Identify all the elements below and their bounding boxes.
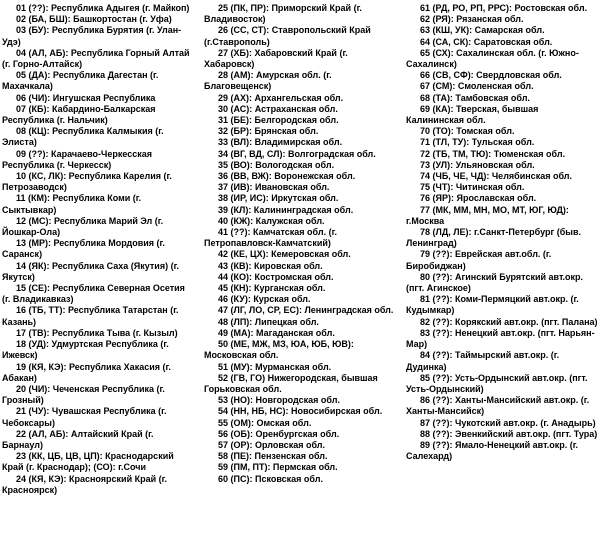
region-entry: 75 (ЧТ): Читинская обл. xyxy=(420,182,525,193)
region-entry: 35 (ВО): Вологодская обл. xyxy=(218,159,335,170)
region-entry: 18 (УД): Удмуртская Республика (г. Ижевск) xyxy=(2,339,169,361)
region-entry: 20 (ЧИ): Чеченская Республика (г. Грозный) xyxy=(2,383,165,406)
region-entry: 61 (РД, РО, РП, РРС): Ростовская обл. xyxy=(420,3,588,13)
region-entry: 04 (АЛ, АБ): Республика Горный Алтай (г. Горно-Алтайск) xyxy=(2,47,190,70)
region-entry: 59 (ПМ, ПТ): Пермская обл. xyxy=(218,462,338,473)
region-entry: 03 (БУ): Республика Бурятия (г. Улан-Удэ) xyxy=(2,25,182,47)
region-entry: 42 (КЕ, ЦХ): Кемеровская обл. xyxy=(218,249,351,260)
region-entry: 07 (КБ): Кабардино-Балкарская Республика (г. Нальчик) xyxy=(2,103,156,126)
region-entry: 73 (УЛ): Ульяновская обл. xyxy=(420,159,535,170)
region-entry: 30 (АС): Астраханская обл. xyxy=(218,103,338,114)
region-entry: 28 (АМ): Амурская обл. (г. Благовещенск) xyxy=(204,70,332,92)
region-entry: 22 (АЛ, АБ): Алтайский Край (г. Барнаул) xyxy=(2,428,154,450)
region-entry: 83 (??): Ненецкий авт.окр. (пгт. Нарьян-Мар) xyxy=(406,327,595,350)
region-entry: 44 (КО): Костромская обл. xyxy=(218,271,334,282)
region-entry: 24 (КЯ, КЭ): Красноярский Край (г. Красноярск) xyxy=(2,473,167,495)
region-entry: 08 (КЦ): Республика Калмыкия (г. Элиста) xyxy=(2,126,164,148)
region-entry: 54 (НН, НБ, НС): Новосибирская обл. xyxy=(218,406,383,417)
region-entry: 25 (ПК, ПР): Приморский Край (г. Владивосток) xyxy=(204,3,362,25)
region-entry: 78 (ЛД, ЛЕ): г.Санкт-Петербург (быв. Ленинград) xyxy=(406,227,581,249)
region-entry: 27 (ХБ): Хабаровский Край (г. Хабаровск) xyxy=(204,47,348,70)
region-entry: 81 (??): Коми-Пермяцкий авт.окр. (г. Кудымкар) xyxy=(406,294,579,316)
region-entry: 60 (ПС): Псковская обл. xyxy=(218,473,323,484)
column-2 xyxy=(204,3,406,559)
region-entry: 63 (КШ, УК): Самарская обл. xyxy=(420,25,545,36)
region-entry: 65 (СХ): Сахалинская обл. (г. Южно-Сахалинск) xyxy=(406,47,579,70)
column-3 xyxy=(406,3,608,559)
region-entry: 01 (??): Республика Адыгея (г. Майкоп) xyxy=(16,3,190,13)
region-entry: 38 (ИР, ИС): Иркутская обл. xyxy=(218,193,339,204)
region-entry: 80 (??): Агинский Бурятский авт.окр. (пгт. Агинское) xyxy=(406,271,584,294)
region-entry: 55 (ОМ): Омская обл. xyxy=(218,417,312,428)
region-entry: 58 (ПЕ): Пензенская обл. xyxy=(218,451,328,462)
region-entry: 17 (ТВ): Республика Тыва (г. Кызыл) xyxy=(16,327,178,338)
region-entry: 64 (СА, СК): Саратовская обл. xyxy=(420,36,553,47)
region-entry: 51 (МУ): Мурманская обл. xyxy=(218,361,332,372)
region-entry: 49 (МА): Магаданская обл. xyxy=(218,327,335,338)
region-entry: 41 (??): Камчатская обл. (г. Петропавловск-Камчатский) xyxy=(204,227,337,249)
region-entry: 52 (ГВ, ГО) Нижегородская, бывшая Горьковская обл. xyxy=(204,372,378,394)
region-entry: 67 (СМ): Смоленская обл. xyxy=(420,81,534,92)
region-entry: 77 (МК, ММ, МН, МО, МТ, ЮГ, ЮД): г.Москва xyxy=(406,204,569,226)
region-entry: 82 (??): Корякский авт.окр. (пгт. Палана) xyxy=(420,316,598,327)
region-entry: 48 (ЛП): Липецкая обл. xyxy=(218,316,319,327)
region-entry: 87 (??): Чукотский авт.окр. (г. Анадырь) xyxy=(420,417,596,428)
region-entry: 76 (ЯР): Ярославская обл. xyxy=(420,193,537,204)
region-entry: 29 (АХ): Архангельская обл. xyxy=(218,92,344,103)
region-entry: 15 (СЕ): Республика Северная Осетия (г. Владикавказ) xyxy=(2,283,185,305)
region-entry: 05 (ДА): Республика Дагестан (г. Махачкала) xyxy=(2,70,159,92)
region-entry: 79 (??): Еврейская авт.обл. (г. Биробиджан) xyxy=(406,249,552,271)
region-entry: 46 (КУ): Курская обл. xyxy=(218,294,311,305)
region-entry: 50 (МЕ, МЖ, МЗ, ЮА, ЮБ, ЮВ): Московская обл. xyxy=(204,339,354,361)
region-entry: 70 (ТО): Томская обл. xyxy=(420,126,515,137)
region-entry: 39 (КЛ): Калининградская обл. xyxy=(218,204,354,215)
region-entry: 26 (СС, СТ): Ставропольский Край (г.Ставрополь) xyxy=(204,25,371,47)
region-code-list xyxy=(2,3,606,559)
region-entry: 71 (ТЛ, ТУ): Тульская обл. xyxy=(420,137,535,148)
region-entry: 02 (БА, БШ): Башкортостан (г. Уфа) xyxy=(16,14,172,25)
region-entry: 43 (КВ): Кировская обл. xyxy=(218,260,323,271)
region-entry: 47 (ЛГ, ЛО, СР, ЕС): Ленинградская обл. xyxy=(218,305,394,316)
region-entry: 69 (КА): Тверская, бывшая Калининская обл. xyxy=(406,103,539,126)
region-entry: 21 (ЧУ): Чувашская Республика (г. Чебоксары) xyxy=(2,406,167,428)
region-entry: 68 (ТА): Тамбовская обл. xyxy=(420,92,530,103)
region-entry: 84 (??): Таймырский авт.окр. (г. Дудинка) xyxy=(406,350,560,372)
region-entry: 72 (ТБ, ТМ, ТЮ): Тюменская обл. xyxy=(420,148,566,159)
region-entry: 33 (ВЛ): Владимирская обл. xyxy=(218,137,343,148)
region-entry: 66 (СВ, СФ): Свердловская обл. xyxy=(420,70,562,81)
region-entry: 37 (ИВ): Ивановская обл. xyxy=(218,182,330,193)
region-entry: 85 (??): Усть-Ордынский авт.окр. (пгт. Усть-Ордынский) xyxy=(406,372,588,394)
region-entry: 31 (БЕ): Белгородская обл. xyxy=(218,115,339,126)
region-entry: 36 (ВВ, ВЖ): Воронежская обл. xyxy=(218,171,356,182)
region-entry: 74 (ЧБ, ЧЕ, ЧД): Челябинская обл. xyxy=(420,171,573,182)
region-entry: 57 (ОР): Орловская обл. xyxy=(218,439,326,450)
region-entry: 88 (??): Эвенкийский авт.окр. (пгт. Тура) xyxy=(420,428,598,439)
region-entry: 09 (??): Карачаево-Черкесская Республика (г. Черкесск) xyxy=(2,148,153,170)
region-entry: 45 (КН): Курганская обл. xyxy=(218,283,326,294)
region-entry: 53 (НО): Новгородская обл. xyxy=(218,395,340,406)
region-entry: 56 (ОБ): Оренбургская обл. xyxy=(218,428,340,439)
region-entry: 32 (БР): Брянская обл. xyxy=(218,126,319,137)
region-entry: 11 (КМ): Республика Коми (г. Сыктывкар) xyxy=(2,193,142,215)
region-entry: 89 (??): Ямало-Ненецкий авт.окр. (г. Салехард) xyxy=(406,439,579,462)
region-entry: 06 (ЧИ): Ингушская Республика xyxy=(16,92,156,103)
region-entry: 62 (РЯ): Рязанская обл. xyxy=(420,14,524,25)
region-entry: 16 (ТБ, ТТ): Республика Татарстан (г. Казань) xyxy=(2,305,179,327)
region-entry: 86 (??): Ханты-Мансийский авт.окр. (г. Ханты-Мансийск) xyxy=(406,395,590,417)
region-entry: 40 (КЖ): Калужская обл. xyxy=(218,215,325,226)
region-entry: 12 (МС): Республика Марий Эл (г. Йошкар-Ола) xyxy=(2,215,164,238)
region-entry: 14 (ЯК): Республика Саха (Якутия) (г. Якутск) xyxy=(2,260,179,282)
region-entry: 23 (КК, ЦБ, ЦВ, ЦП): Краснодарский Край (г. Краснодар); (СО): г.Сочи xyxy=(2,451,174,473)
column-1 xyxy=(2,3,204,559)
region-entry: 34 (ВГ, ВД, СЛ): Волгоградская обл. xyxy=(218,148,376,159)
region-entry: 10 (КС, ЛК): Республика Карелия (г. Петрозаводск) xyxy=(2,171,172,193)
region-entry: 19 (КЯ, КЭ): Республика Хакасия (г. Абакан) xyxy=(2,361,171,383)
region-entry: 13 (МР): Республика Мордовия (г. Саранск) xyxy=(2,238,165,260)
